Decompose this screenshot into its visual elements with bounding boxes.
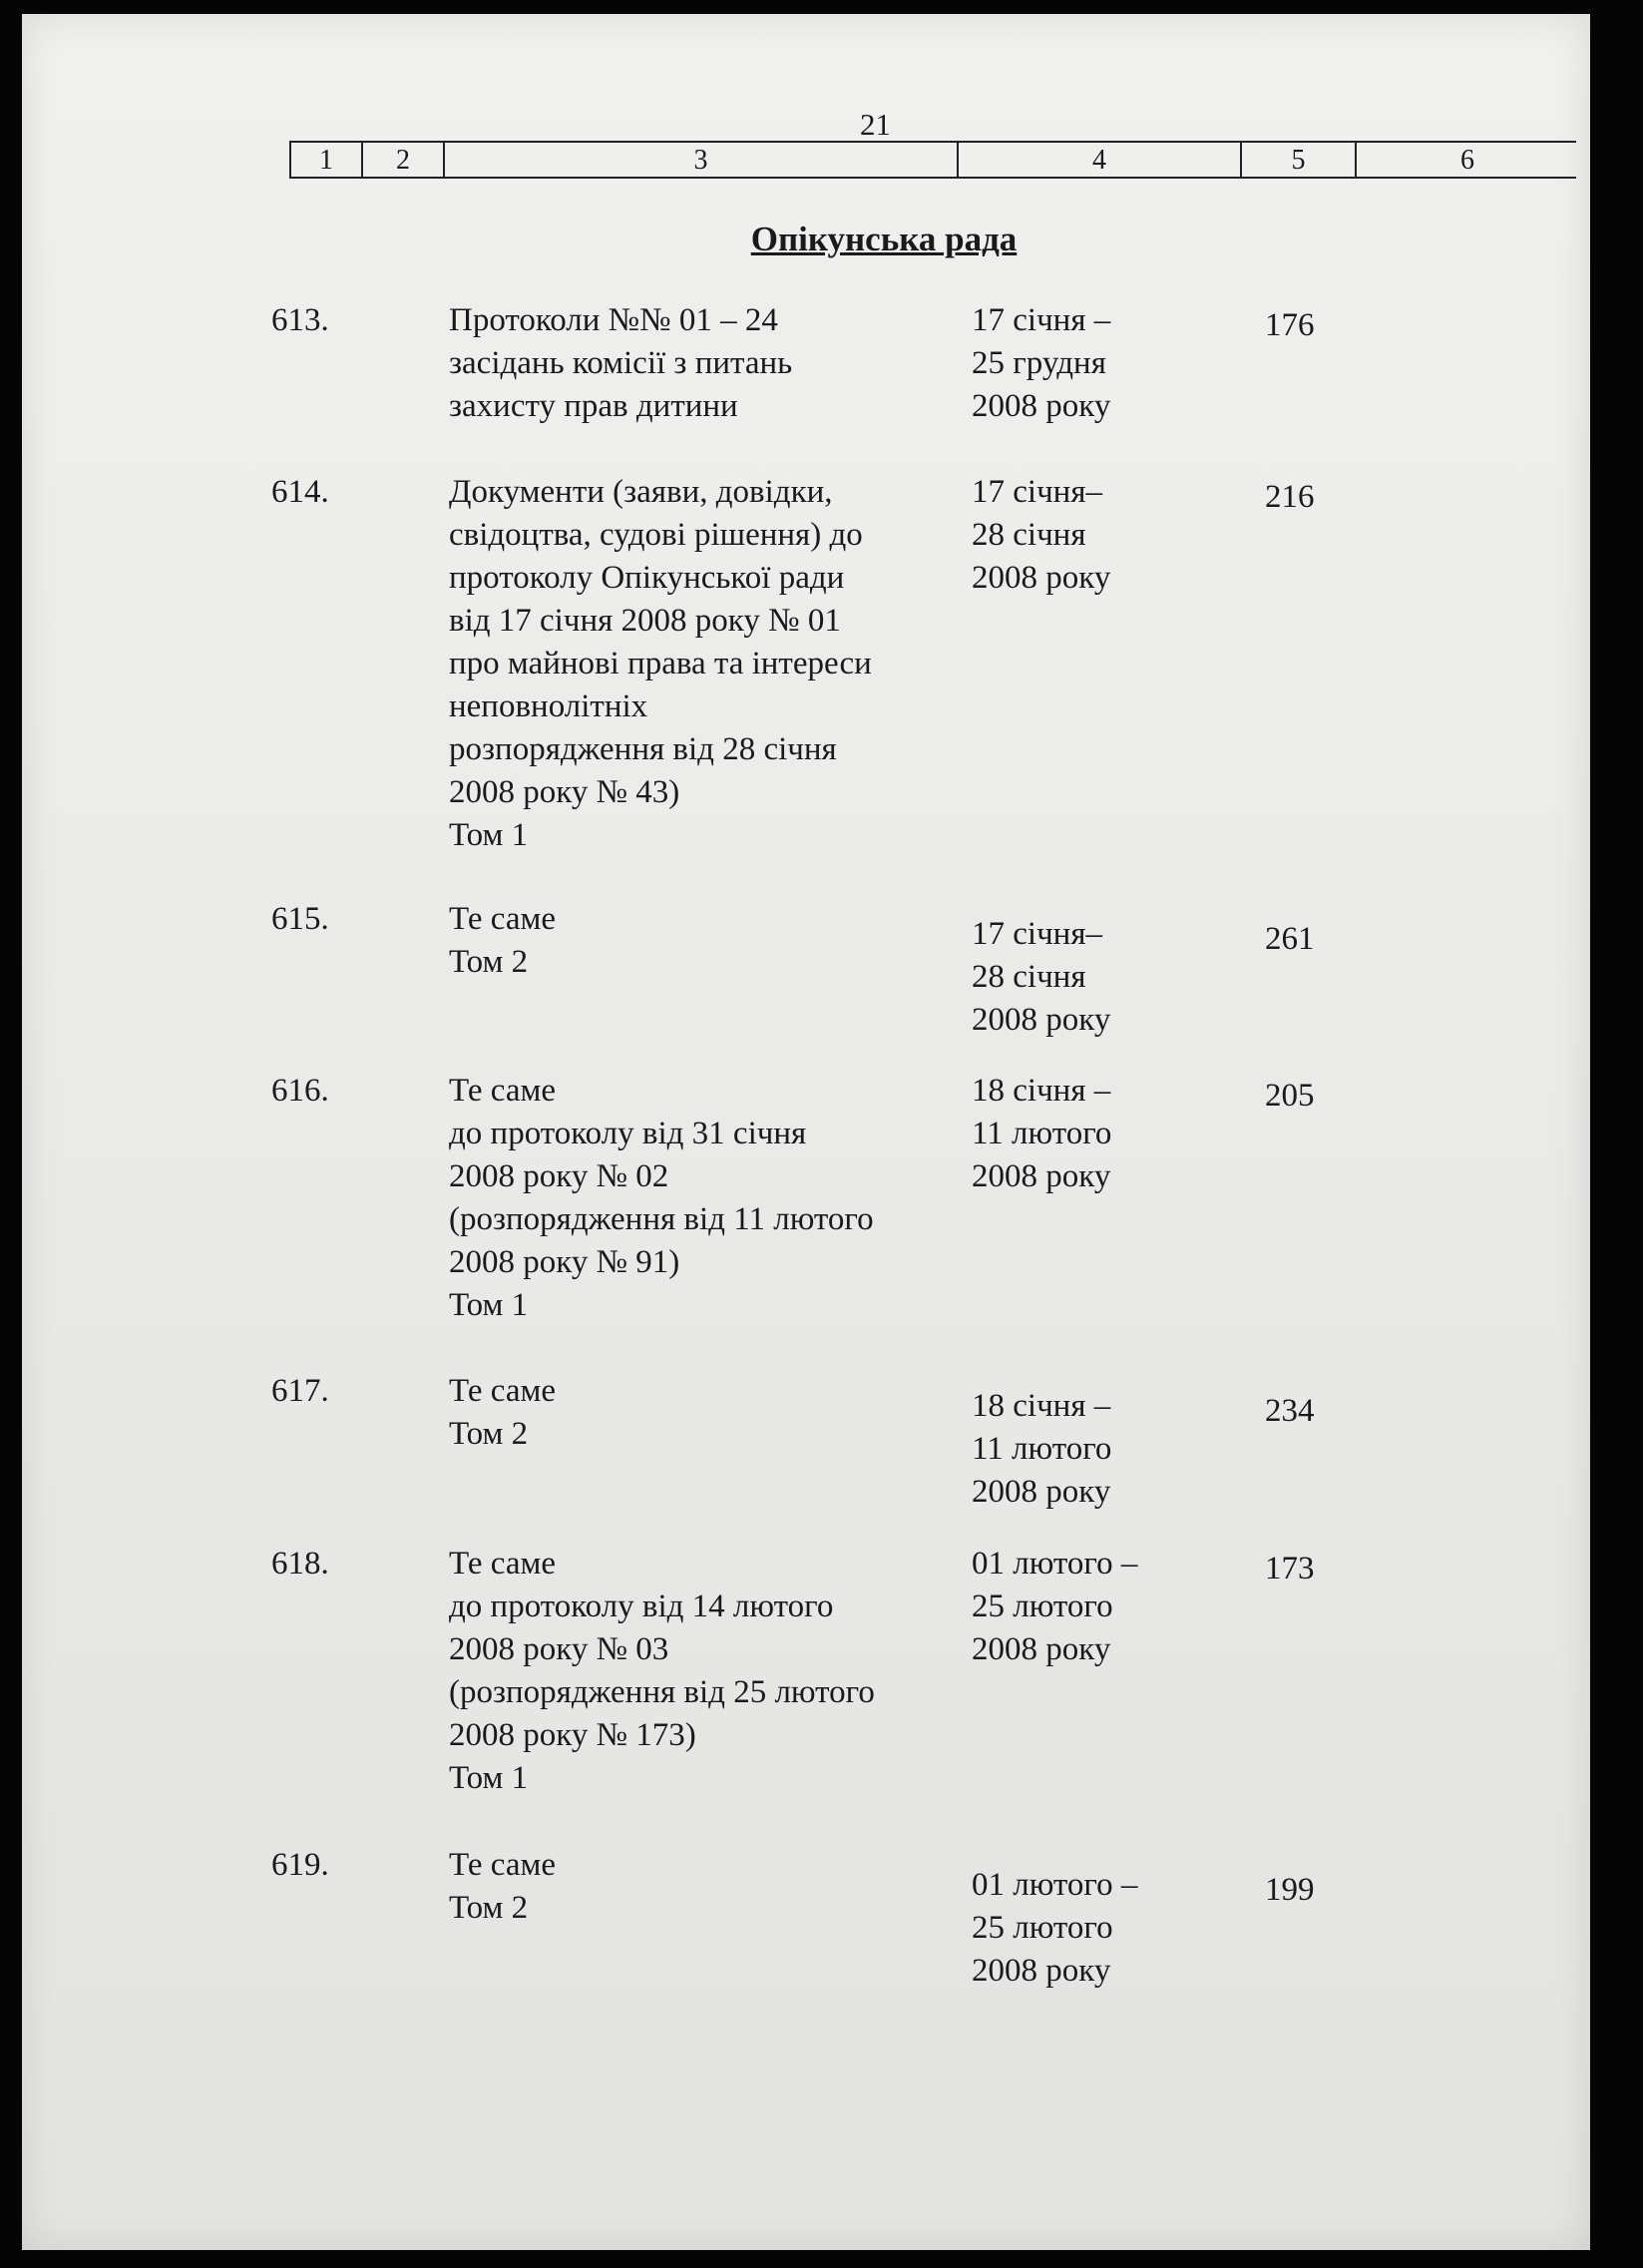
entry-number: 616.	[271, 1073, 329, 1109]
description-line: 2008 року № 43)	[449, 774, 680, 810]
column-header-4: 4	[959, 143, 1242, 177]
date-line: 18 січня –	[972, 1073, 1111, 1109]
date-line: 11 лютого	[972, 1431, 1112, 1467]
description-line: Том 1	[449, 817, 529, 853]
entry-number: 617.	[271, 1373, 329, 1409]
column-header-6: 6	[1460, 145, 1474, 176]
entry-dates	[972, 1070, 1201, 1198]
date-line: 28 січня	[972, 517, 1086, 553]
description-line: 2008 року № 91)	[449, 1244, 680, 1280]
entry-number: 619.	[271, 1847, 329, 1883]
description-line: захисту прав дитини	[449, 388, 738, 424]
description-line: Те саме	[449, 1073, 557, 1109]
description-line: Том 1	[449, 1287, 529, 1323]
page-number: 21	[860, 107, 891, 142]
description-line: 2008 року № 02	[449, 1158, 669, 1194]
description-line: Том 2	[449, 944, 529, 980]
entry-description	[449, 471, 948, 857]
description-line: (розпорядження від 25 лютого	[449, 1674, 875, 1710]
date-line: 01 лютого –	[972, 1546, 1138, 1582]
description-line: 2008 року № 173)	[449, 1717, 696, 1753]
description-line: Том 2	[449, 1416, 529, 1452]
entry-dates	[972, 1864, 1201, 1993]
description-line: про майнові права та інтереси	[449, 646, 872, 681]
description-line: Том 1	[449, 1760, 529, 1796]
date-line: 18 січня –	[972, 1388, 1111, 1424]
entry-dates	[972, 471, 1201, 600]
date-line: 2008 року	[972, 1002, 1111, 1038]
entry-description	[449, 1543, 948, 1800]
column-header-2: 2	[363, 143, 445, 177]
date-line: 2008 року	[972, 388, 1111, 424]
entry-dates	[972, 1543, 1201, 1671]
date-line: 11 лютого	[972, 1116, 1112, 1151]
date-line: 01 лютого –	[972, 1867, 1138, 1903]
description-line: Те саме	[449, 1373, 557, 1409]
entry-dates	[972, 913, 1201, 1042]
entry-number: 613.	[271, 302, 329, 338]
entry-page-count: 205	[1265, 1078, 1315, 1114]
date-line: 2008 року	[972, 560, 1111, 596]
description-line: свідоцтва, судові рішення) до	[449, 517, 863, 553]
description-line: Том 2	[449, 1890, 529, 1926]
date-line: 28 січня	[972, 959, 1086, 995]
description-line: засідань комісії з питань	[449, 345, 793, 381]
entry-number: 618.	[271, 1546, 329, 1582]
date-line: 2008 року	[972, 1158, 1111, 1194]
entry-page-count: 176	[1265, 307, 1315, 343]
entry-page-count: 199	[1265, 1872, 1315, 1908]
column-header-1: 1	[291, 143, 363, 177]
date-line: 2008 року	[972, 1953, 1111, 1989]
column-header-row	[289, 141, 1576, 179]
entry-page-count: 261	[1265, 921, 1315, 957]
entry-description	[449, 1844, 948, 1930]
entry-number: 614.	[271, 474, 329, 510]
date-line: 17 січня –	[972, 302, 1111, 338]
date-line: 2008 року	[972, 1474, 1111, 1510]
entry-description	[449, 299, 948, 428]
entry-description	[449, 1370, 948, 1456]
description-line: Протоколи №№ 01 – 24	[449, 302, 778, 338]
date-line: 25 лютого	[972, 1588, 1113, 1624]
description-line: Те саме	[449, 1546, 557, 1582]
date-line: 17 січня–	[972, 474, 1103, 510]
description-line: 2008 року № 03	[449, 1631, 669, 1667]
description-line: розпорядження від 28 січня	[449, 731, 837, 767]
entry-number: 615.	[271, 901, 329, 937]
description-line: Те саме	[449, 1847, 557, 1883]
description-line: до протоколу від 14 лютого	[449, 1588, 834, 1624]
entry-page-count: 173	[1265, 1551, 1315, 1587]
date-line: 17 січня–	[972, 916, 1103, 952]
entry-description	[449, 1070, 948, 1327]
section-title: Опікунська рада	[750, 220, 1018, 258]
entry-dates	[972, 1385, 1201, 1514]
date-line: 2008 року	[972, 1631, 1111, 1667]
column-header-5: 5	[1242, 143, 1357, 177]
description-line: (розпорядження від 11 лютого	[449, 1201, 874, 1237]
description-line: від 17 січня 2008 року № 01	[449, 603, 841, 639]
entry-page-count: 216	[1265, 479, 1315, 515]
entry-dates	[972, 299, 1201, 428]
description-line: до протоколу від 31 січня	[449, 1116, 807, 1151]
date-line: 25 лютого	[972, 1910, 1113, 1946]
date-line: 25 грудня	[972, 345, 1106, 381]
entry-page-count: 234	[1265, 1393, 1315, 1429]
column-header-3: 3	[445, 143, 959, 177]
description-line: протоколу Опікунської ради	[449, 560, 845, 596]
entry-description	[449, 898, 948, 984]
description-line: Документи (заяви, довідки,	[449, 474, 833, 510]
description-line: неповнолітніх	[449, 688, 648, 724]
description-line: Те саме	[449, 901, 557, 937]
